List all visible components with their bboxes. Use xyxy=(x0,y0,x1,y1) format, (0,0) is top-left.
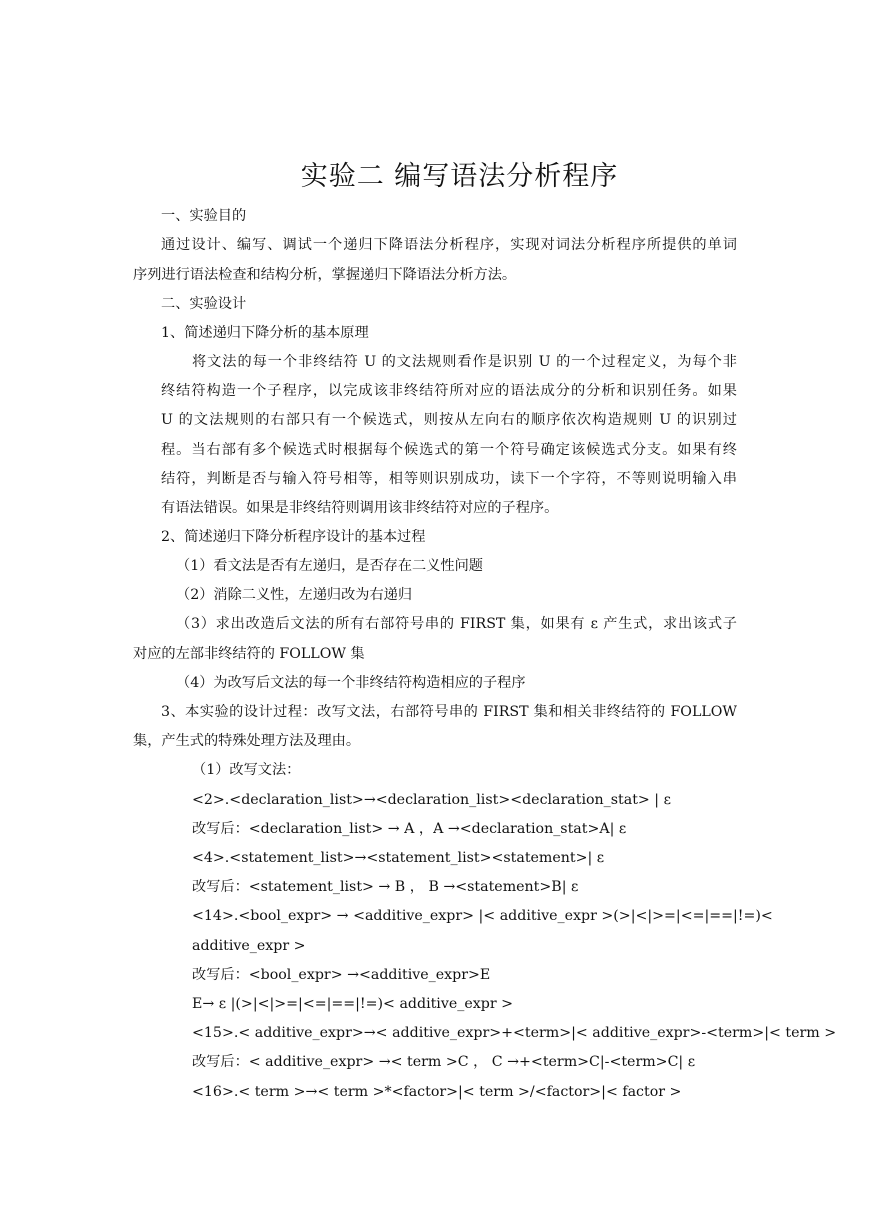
grammar-line: <2>.<declaration_list>→<declaration_list><declaration_stat> | ε xyxy=(192,792,671,808)
process-step-3-cont: 对应的左部非终结符的 FOLLOW 集 xyxy=(133,646,365,662)
question-1-heading: 1、简述递归下降分析的基本原理 xyxy=(161,325,369,341)
principle-line-6: 有语法错误。如果是非终结符则调用该非终结符对应的子程序。 xyxy=(161,500,559,516)
question-2-heading: 2、简述递归下降分析程序设计的基本过程 xyxy=(161,529,426,545)
process-step-3: （3）求出改造后文法的所有右部符号串的 FIRST 集，如果有 ε 产生式，求出该式子 xyxy=(176,616,737,632)
question-3-line-1: 3、本实验的设计过程：改写文法，右部符号串的 FIRST 集和相关非终结符的 FOLLOW xyxy=(161,704,737,720)
section-heading-purpose: 一、实验目的 xyxy=(161,208,247,224)
grammar-line: additive_expr > xyxy=(192,938,306,954)
principle-line-5: 结符，判断是否与输入符号相等，相等则识别成功，读下一个字符，不等则说明输入串 xyxy=(161,471,737,487)
process-step-1: （1）看文法是否有左递归，是否存在二义性问题 xyxy=(176,558,483,574)
process-step-4: （4）为改写后文法的每一个非终结符构造相应的子程序 xyxy=(176,675,526,691)
grammar-line: 改写后：< additive_expr> →< term >C ， C →+<term>C|-<term>C| ε xyxy=(192,1054,696,1070)
question-3-line-2: 集，产生式的特殊处理方法及理由。 xyxy=(133,733,361,749)
grammar-line: <15>.< additive_expr>→< additive_expr>+<term>|< additive_expr>-<term>|< term > xyxy=(192,1025,837,1041)
purpose-line-1: 通过设计、编写、调试一个递归下降语法分析程序，实现对词法分析程序所提供的单词 xyxy=(161,237,737,253)
grammar-line: E→ ε |(>|<|>=|<=|==|!=)< additive_expr > xyxy=(192,996,514,1012)
rewrite-heading: （1）改写文法： xyxy=(192,762,301,778)
principle-line-1: 将文法的每一个非终结符 U 的文法规则看作是识别 U 的一个过程定义，为每个非 xyxy=(192,354,737,370)
grammar-line: <4>.<statement_list>→<statement_list><statement>| ε xyxy=(192,850,605,866)
process-step-2: （2）消除二义性，左递归改为右递归 xyxy=(176,587,413,603)
principle-line-3: U 的文法规则的右部只有一个候选式，则按从左向右的顺序依次构造规则 U 的识别过 xyxy=(161,412,737,428)
grammar-line: 改写后：<bool_expr> →<additive_expr>E xyxy=(192,967,491,983)
section-heading-design: 二、实验设计 xyxy=(161,296,247,312)
grammar-line: 改写后：<declaration_list> → A ，A →<declaration_stat>A| ε xyxy=(192,821,627,837)
grammar-line: <14>.<bool_expr> → <additive_expr> |< additive_expr >(>|<|>=|<=|==|!=)< xyxy=(192,908,773,924)
page-title: 实验二 编写语法分析程序 xyxy=(300,161,619,192)
principle-line-4: 程。当右部有多个候选式时根据每个候选式的第一个符号确定该候选式分支。如果有终 xyxy=(161,442,737,458)
purpose-line-2: 序列进行语法检查和结构分析，掌握递归下降语法分析方法。 xyxy=(133,267,517,283)
grammar-line: 改写后：<statement_list> → B ， B →<statement>B| ε xyxy=(192,879,579,895)
principle-line-2: 终结符构造一个子程序，以完成该非终结符所对应的语法成分的分析和识别任务。如果 xyxy=(161,383,737,399)
grammar-line: <16>.< term >→< term >*<factor>|< term >/<factor>|< factor > xyxy=(192,1084,682,1100)
